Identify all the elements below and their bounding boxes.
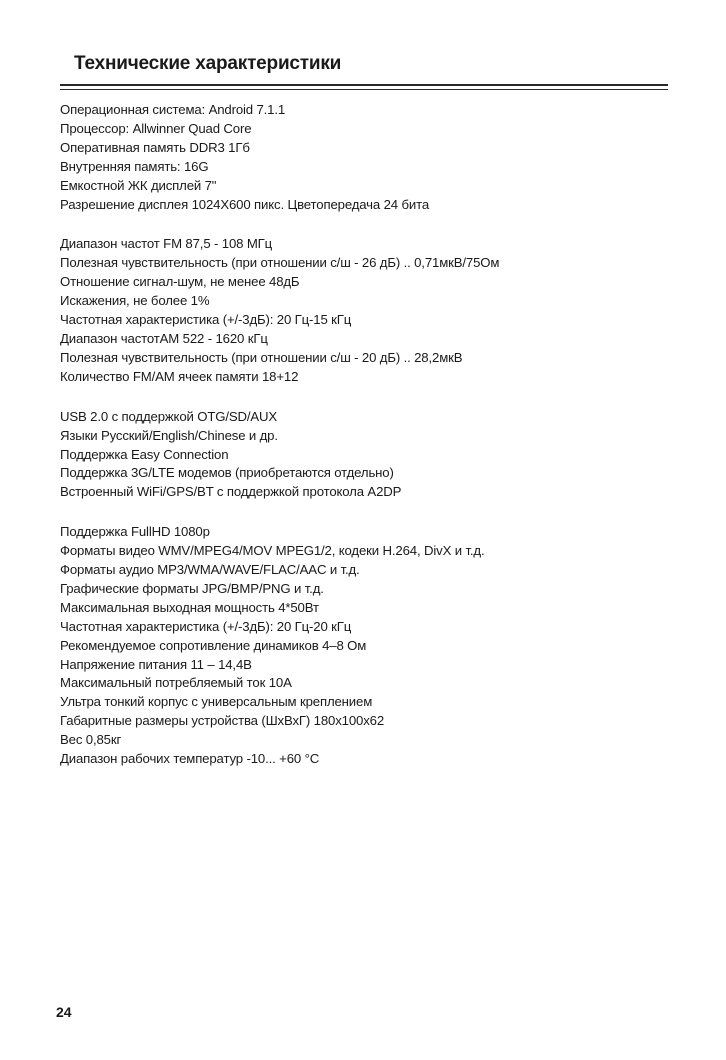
spec-group-system — [60, 101, 680, 214]
spec-line: Вес 0,85кг — [60, 732, 122, 748]
spec-line: Графические форматы JPG/BMP/PNG и т.д. — [60, 580, 324, 596]
spec-line: Максимальный потребляемый ток 10А — [60, 675, 292, 691]
spec-line: Полезная чувствительность (при отношении с/ш - 26 дБ) .. 0,71мкВ/75Ом — [60, 255, 500, 271]
spec-line: Емкостной ЖК дисплей 7" — [60, 177, 217, 193]
spec-line: Процессор: Allwinner Quad Core — [60, 120, 252, 136]
spec-line: Оперативная память DDR3 1Гб — [60, 139, 250, 155]
spec-line: Разрешение дисплея 1024X600 пикс. Цветопередача 24 бита — [60, 196, 430, 212]
specifications-list — [60, 101, 680, 790]
title-rule-thin — [60, 89, 668, 90]
spec-line: Отношение сигнал-шум, не менее 48дБ — [60, 274, 300, 290]
spec-line: Рекомендуемое сопротивление динамиков 4–8 Ом — [60, 637, 367, 653]
spec-line: Внутренняя память: 16G — [60, 158, 209, 174]
spec-line: USB 2.0 с поддержкой OTG/SD/AUX — [60, 408, 278, 424]
spec-line: Частотная характеристика (+/-3дБ): 20 Гц-20 кГц — [60, 618, 352, 634]
spec-line: Габаритные размеры устройства (ШхВхГ) 180х100х62 — [60, 713, 385, 729]
spec-line: Диапазон частот FM 87,5 - 108 МГц — [60, 236, 273, 252]
page-number: 24 — [56, 1004, 72, 1020]
spec-line: Форматы видео WMV/MPEG4/MOV MPEG1/2, кодеки H.264, DivX и т.д. — [60, 543, 485, 559]
spec-line: Поддержка FullHD 1080p — [60, 524, 210, 540]
spec-group-radio — [60, 235, 680, 386]
spec-line: Частотная характеристика (+/-3дБ): 20 Гц-15 кГц — [60, 312, 352, 328]
spec-line: Диапазон частотАМ 522 - 1620 кГц — [60, 330, 268, 346]
spec-line: Языки Русский/English/Chinese и др. — [60, 427, 278, 443]
title-rule-thick — [60, 84, 668, 86]
spec-line: Встроенный WiFi/GPS/BT с поддержкой протокола A2DP — [60, 484, 402, 500]
spec-line: Полезная чувствительность (при отношении с/ш - 20 дБ) .. 28,2мкВ — [60, 349, 463, 365]
spec-line: Поддержка 3G/LTE модемов (приобретаются отдельно) — [60, 465, 394, 481]
spec-line: Ультра тонкий корпус с универсальным креплением — [60, 694, 373, 710]
spec-line: Максимальная выходная мощность 4*50Вт — [60, 599, 319, 615]
spec-group-media-power — [60, 523, 680, 769]
page-title: Технические характеристики — [74, 53, 342, 74]
spec-line: Напряжение питания 11 – 14,4В — [60, 656, 252, 672]
spec-line: Диапазон рабочих температур -10... +60 °С — [60, 751, 320, 767]
spec-line: Искажения, не более 1% — [60, 293, 210, 309]
spec-line: Количество FM/AM ячеек памяти 18+12 — [60, 368, 299, 384]
spec-line: Операционная система: Android 7.1.1 — [60, 102, 286, 117]
spec-group-connectivity — [60, 408, 680, 503]
spec-line: Поддержка Easy Connection — [60, 446, 229, 462]
spec-line: Форматы аудио MP3/WMA/WAVE/FLAC/AAC и т.д. — [60, 562, 360, 578]
